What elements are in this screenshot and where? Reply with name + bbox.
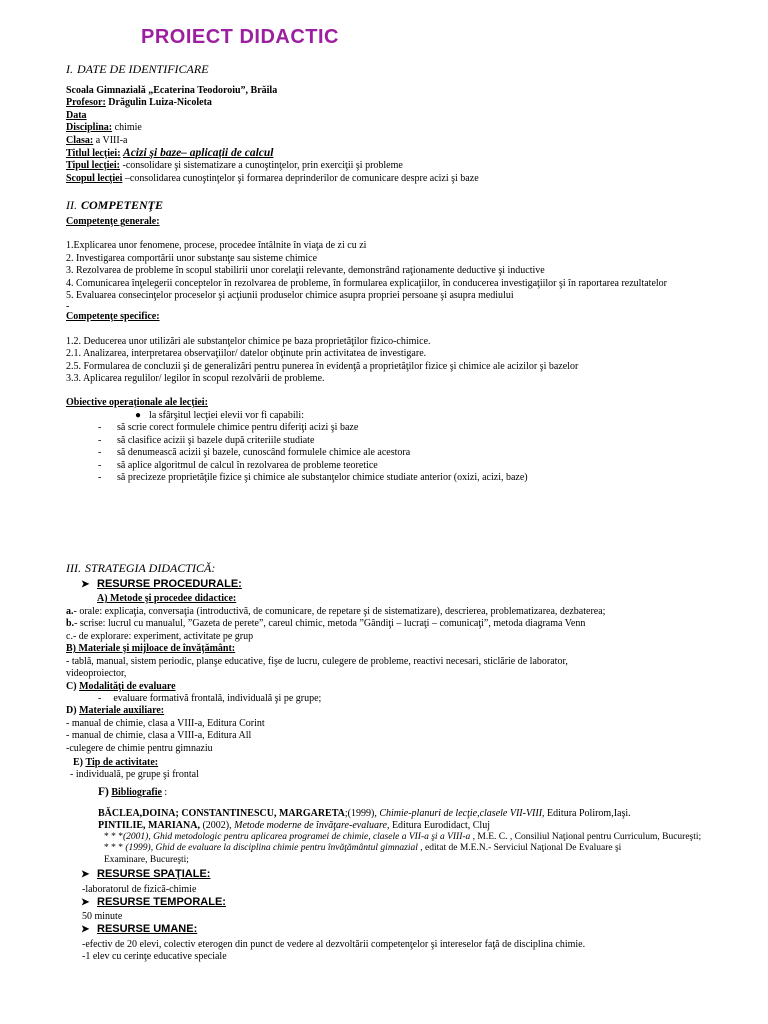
entry-tail: , M.E. C. , Consiliul Naţional pentru Curriculum, Bucureşti;	[470, 831, 702, 842]
arrow-bullet-icon: ➤	[81, 579, 90, 590]
bibliography-label: Bibliografie	[111, 787, 162, 798]
class-label: Clasa:	[66, 134, 94, 146]
dash-marker: -	[98, 693, 102, 704]
heading-label: RESURSE SPAŢIALE:	[97, 868, 211, 880]
line-text: - orale: explicaţia, conversaţia (introductivă, de comunicare, de repetare şi de sistematizare), descrierea, problematizarea, dezbaterea;	[73, 606, 606, 617]
section-1-heading	[66, 63, 209, 75]
entry-italic: Chimie-planuri de lecţie,clasele VII-VIII,	[379, 808, 545, 819]
materials-label: B) Materiale şi mijloace de învăţământ:	[66, 643, 236, 654]
lesson-type-value: -consolidare şi sistematizare a cunoştinţelor, prin exerciţii şi probleme	[122, 160, 403, 172]
entry-tail: , editat de M.E.N.- Serviciul Naţional De Evaluare şi	[417, 843, 622, 854]
activity-type-label: Tip de activitate:	[85, 757, 159, 768]
arrow-bullet-icon: ➤	[81, 924, 90, 935]
bibliography-colon: :	[164, 787, 168, 798]
auxiliary-row	[66, 705, 164, 717]
entry-italic: Metode moderne de învăţare-evaluare,	[234, 819, 390, 831]
procedural-resources-heading	[81, 578, 242, 591]
temporal-resources-heading	[81, 896, 226, 909]
spatial-resources-heading	[81, 868, 210, 881]
arrow-bullet-icon: ➤	[81, 897, 90, 908]
entry-italic: (2001), Ghid metodologic pentru aplicarea programei de chimie, clasele a VII-a şi a VIII-a	[123, 831, 471, 842]
line-text: c.- de explorare: experiment, activitate pe grup	[66, 630, 254, 642]
evaluation-row	[66, 681, 176, 693]
evaluation-item	[98, 693, 321, 705]
methods-line	[66, 618, 605, 630]
lesson-type-row	[66, 160, 756, 172]
row-lead: C)	[66, 681, 77, 692]
entry-plain: * * *	[104, 831, 123, 842]
section-3-heading	[66, 562, 215, 574]
lesson-goal-row	[66, 173, 756, 185]
methods-line	[66, 606, 605, 618]
general-competence-item: 1.Explicarea unor fenomene, procese, procedee întâlnite în viaţa de zi cu zi	[66, 240, 367, 252]
human-line: -1 elev cu cerinţe educative speciale	[82, 951, 227, 963]
section-title: COMPETENŢE	[81, 198, 164, 212]
lesson-goal-label: Scopul lecţiei	[66, 172, 123, 184]
discipline-label: Disciplina:	[66, 122, 113, 134]
general-competence-item: 5. Evaluarea consecinţelor proceselor şi acţiunii produselor chimice asupra propriei persoane şi asupra mediului	[66, 290, 514, 302]
temporal-line: 50 minute	[82, 911, 123, 922]
objective-text: să clasifice acizii şi bazele după criteriile studiate	[117, 434, 315, 446]
materials-line: - tablă, manual, sistem periodic, planşe educative, fişe de lucru, culegere de probleme, reactivi necesari, sticlărie de laborator,	[66, 656, 568, 667]
stray-dash: -	[66, 301, 70, 313]
row-lead: E)	[73, 757, 83, 768]
specific-competence-item: 2.1. Analizarea, interpretarea observaţiilor/ datelor obţinute prin activitatea de investigare.	[66, 348, 427, 360]
teacher-row	[66, 97, 756, 109]
bibliography-entry	[98, 855, 701, 867]
section-title: DATE DE IDENTIFICARE	[77, 62, 209, 76]
teacher-name: Drăgulin Luiza-Nicoleta	[108, 97, 212, 109]
specific-competence-item: 1.2. Deducerea unor utilizări ale substanţelor chimice pe baza proprietăţilor fizico-chimice.	[66, 335, 431, 347]
dash-marker: -	[98, 434, 102, 446]
objective-item	[66, 460, 756, 472]
objective-item	[66, 447, 756, 459]
class-value: a VIII-a	[95, 134, 128, 146]
bullet-icon: ●	[135, 409, 142, 421]
entry-plain: Examinare, Bucureşti;	[104, 855, 189, 866]
discipline-value: chimie	[114, 122, 142, 134]
entry-plain: (2002),	[199, 819, 235, 831]
specific-competences-label: Competenţe specifice:	[66, 311, 160, 323]
objective-text: să precizeze proprietăţile fizice şi chimice ale substanţelor chimice studiate anterior (oxizi, acizi, baze)	[117, 471, 528, 483]
lesson-title-value: Acizi şi baze– aplicaţii de calcul	[123, 147, 274, 160]
auxiliary-line: -culegere de chimie pentru gimnaziu	[66, 742, 213, 754]
objective-text: să aplice algoritmul de calcul în rezolvarea de probleme teoretice	[117, 459, 378, 471]
dash-marker: -	[98, 471, 102, 483]
entry-tail: Editura Polirom,Iaşi.	[544, 808, 631, 819]
section-number: III.	[66, 561, 81, 575]
objective-item	[66, 422, 756, 434]
row-lead: F)	[98, 786, 109, 798]
spatial-line: -laboratorul de fizică-chimie	[82, 884, 197, 895]
human-lines	[82, 939, 585, 964]
teacher-label: Profesor:	[66, 97, 106, 109]
lesson-title-row	[66, 147, 756, 160]
human-line: -efectiv de 20 elevi, colectiv eterogen din punct de vedere al dezvoltării competenţelor şi intereselor faţă de disciplina chimie.	[82, 939, 586, 950]
dash-marker: -	[98, 447, 102, 459]
specific-competence-item: 2.5. Formularea de concluzii şi de generalizări pentru punerea în evidenţă a proprietăţilor fizice şi chimice ale acizilor şi bazelor	[66, 360, 579, 372]
methods-line	[66, 631, 605, 643]
objectives-intro-row	[66, 410, 756, 422]
discipline-row	[66, 122, 756, 134]
general-competence-item: 3. Rezolvarea de probleme în scopul stabilirii unor corelaţii relevante, demonstrând raţionamente deductive şi inductive	[66, 265, 545, 277]
heading-label: RESURSE TEMPORALE:	[97, 896, 226, 908]
activity-type-line: - individuală, pe grupe şi frontal	[70, 769, 199, 780]
section-number: I.	[66, 62, 73, 76]
auxiliary-line: - manual de chimie, clasa a VIII-a, Editura All	[66, 730, 252, 742]
class-row	[66, 135, 756, 147]
arrow-bullet-icon: ➤	[81, 869, 90, 880]
bibliography-entry	[98, 832, 701, 844]
objectives-intro: la sfârşitul lecţiei elevii vor fi capabili:	[149, 409, 304, 421]
methods-lines	[66, 606, 605, 643]
objective-text: să scrie corect formulele chimice pentru diferiţi acizi şi baze	[117, 422, 359, 434]
bibliography-list	[98, 808, 701, 867]
line-lead: a.	[66, 606, 74, 617]
row-lead: D)	[66, 705, 77, 716]
auxiliary-label: Materiale auxiliare:	[79, 705, 165, 716]
general-competences-label: Competenţe generale:	[66, 216, 160, 227]
human-resources-heading	[81, 923, 197, 936]
section-number: II.	[66, 198, 77, 212]
materials-line: videoproiector,	[66, 668, 127, 680]
entry-authors: PINTILIE, MARIANA,	[98, 819, 200, 831]
objectives-label: Obiective operaţionale ale lecţiei:	[66, 397, 208, 409]
entry-tail: Editura Eurodidact, Cluj	[389, 819, 490, 831]
heading-label: RESURSE PROCEDURALE:	[97, 578, 242, 590]
document-title: PROIECT DIDACTIC	[141, 26, 339, 48]
lesson-title-label: Titlul lecţiei:	[66, 148, 121, 160]
objective-item	[66, 435, 756, 447]
entry-italic: (1999), Ghid de evaluare la disciplina chimie pentru învăţământul gimnazial	[125, 843, 418, 854]
lesson-goal-value: –consolidarea cunoştinţelor şi formarea deprinderilor de comunicare despre acizi şi baze	[124, 172, 479, 184]
section-2-heading	[66, 199, 163, 211]
dash-marker: -	[98, 459, 102, 471]
auxiliary-lines	[66, 718, 265, 755]
bibliography-entry	[98, 808, 701, 820]
section-title: STRATEGIA DIDACTICĂ:	[85, 561, 216, 575]
activity-type-row	[73, 757, 158, 769]
methods-label: A) Metode şi procedee didactice:	[97, 593, 237, 604]
heading-label: RESURSE UMANE:	[97, 923, 198, 935]
bibliography-entry	[98, 843, 701, 855]
objective-item	[66, 472, 756, 484]
school-name: Scoala Gimnazială „Ecaterina Teodoroiu”, Brăila	[66, 85, 278, 96]
evaluation-label: Modalităţi de evaluare	[79, 681, 176, 692]
line-lead: b.	[66, 618, 75, 630]
bibliography-row	[98, 786, 167, 799]
dash-marker: -	[98, 422, 102, 434]
materials-lines	[66, 656, 568, 681]
evaluation-text: evaluare formativă frontală, individuală şi pe grupe;	[113, 693, 322, 704]
bibliography-entry	[98, 820, 701, 832]
entry-plain: ;(1999),	[344, 808, 380, 819]
specific-competence-item: 3.3. Aplicarea regulilor/ legilor în scopul rezolvării de probleme.	[66, 373, 325, 385]
general-competence-item: 4. Comunicarea înţelegerii conceptelor în rezolvarea de probleme, în formularea explicaţiilor, în conducerea investigaţiilor şi în raportarea rezultatelor	[66, 277, 668, 289]
entry-authors: BĂCLEA,DOINA; CONSTANTINESCU, MARGARETA	[98, 808, 345, 819]
entry-plain: * * *	[104, 843, 126, 854]
lesson-type-label: Tipul lecţiei:	[66, 160, 120, 172]
general-competence-item: 2. Investigarea comportării unor substanţe sau sisteme chimice	[66, 252, 318, 264]
date-label: Data	[66, 109, 87, 121]
line-text: - scrise: lucrul cu manualul, ”Gazeta de perete”, careul chimic, metoda ”Gândiţi – lucraţi – comunicaţi”, metoda diagrama Venn	[74, 618, 586, 630]
objective-text: să denumească acizii şi bazele, cunoscând formulele chimice ale acestora	[117, 447, 411, 459]
identification-block	[66, 85, 756, 185]
auxiliary-line: - manual de chimie, clasa a VIII-a, Editura Corint	[66, 718, 265, 729]
general-competences-block	[66, 216, 756, 484]
